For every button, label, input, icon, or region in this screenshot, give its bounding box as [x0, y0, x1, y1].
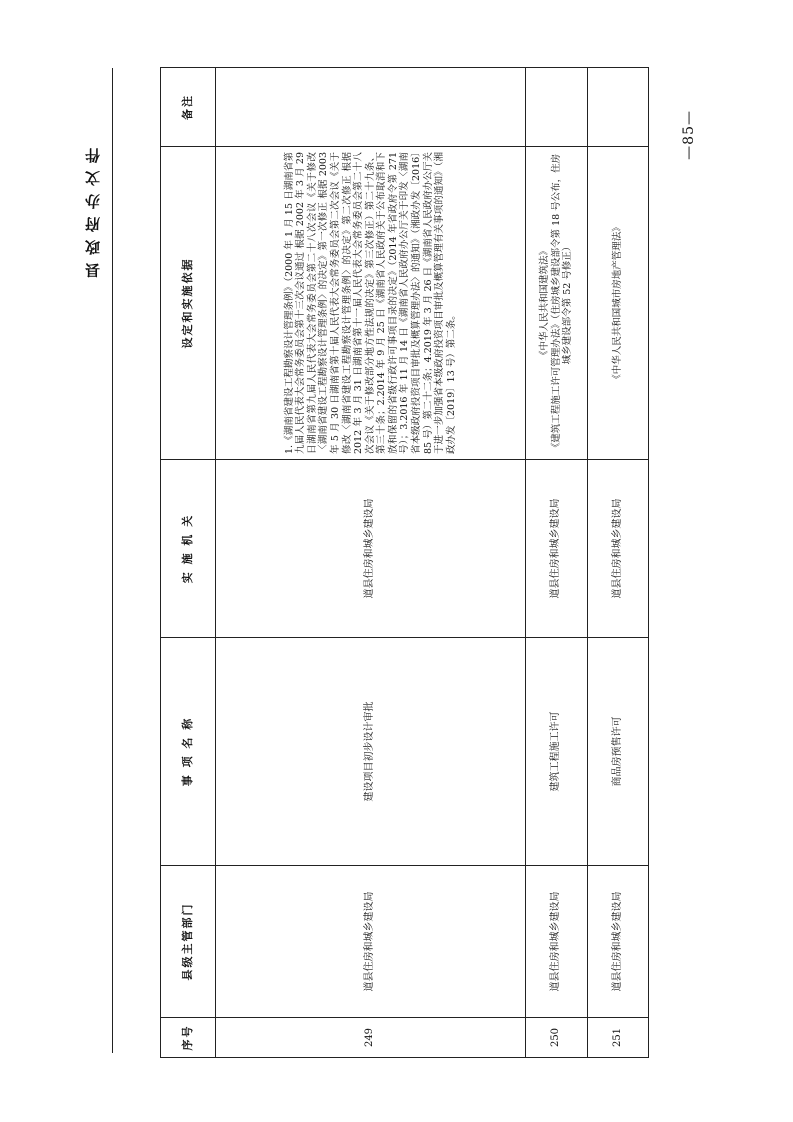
legal-basis-line: 《中华人民共和国建筑法》	[539, 246, 551, 361]
row-implementing-agency: 道县住房和城乡建设局	[588, 460, 649, 638]
row-number: 250	[526, 1018, 588, 1058]
row-item-name: 商品房预售许可	[588, 638, 649, 866]
row-number: 249	[216, 1018, 526, 1058]
table-container	[160, 68, 648, 1058]
row-legal-basis: 《中华人民共和国城市房地产管理法》	[588, 147, 649, 460]
row-number: 251	[588, 1018, 649, 1058]
row-department: 道县住房和城乡建设局	[526, 866, 588, 1018]
row-department: 道县住房和城乡建设局	[588, 866, 649, 1018]
col-header-number: 序号	[161, 1018, 216, 1058]
approval-items-table	[160, 67, 649, 1058]
row-legal-basis	[526, 147, 588, 460]
row-legal-basis: 1.《湖南省建设工程勘察设计管理条例》（2000 年 1 月 15 日湖南省第九届人民代表大会常务委员会第十三次会议通过 根据 2002 年 3 月 29 日湖南省第九届人民代表大会常务委员会第二十八次会议《关于修改〈湖南省建设工程勘察设计管理条例〉的决定》第一次修正 根据 2003 年 5 月 30 日湖南省第十届人民代表大会常务委员会第二次会议《关于修改〈湖南省建设工程勘察设计管理条例〉的决定》第二次修正 根据 2012 年 3 月 31 日湖南省第十一届人民代表大会常务委员会第二十八次会议《关于修改部分地方性法规的决定》第三次修正）第二十九条、第三十条；2.2014 年 9 月 25 日《湖南省人民政府关于公布取消和下放和保留的省级行政许可事项目录的决定》（2014 年省政府令第 271 号）；3.2016 年 11 月 14 日《湖南省人民政府办公厅关于印发〈湖南省本级政府投资项目审批及概算管理办法〉的通知》（湘政办发〔2016〕85 号）第二十二条；4.2019 年 3 月 26 日《湖南省人民政府办公厅关于进一步加强省本级政府投资项目审批及概算管理有关事项的通知》（湘政办发〔2019〕13 号）第二条。	[216, 147, 526, 460]
row-implementing-agency: 道县住房和城乡建设局	[526, 460, 588, 638]
col-header-implementing-agency: 实 施 机 关	[161, 460, 216, 638]
document-header-title: 县政府办文件	[84, 140, 102, 278]
row-item-name: 建筑工程施工许可	[526, 638, 588, 866]
col-header-legal-basis: 设定和实施依据	[161, 147, 216, 460]
table-row	[526, 68, 588, 1058]
header-rule	[112, 68, 113, 1053]
table-row	[216, 68, 526, 1058]
row-item-name: 建设项目初步设计审批	[216, 638, 526, 866]
col-header-item-name: 事 项 名 称	[161, 638, 216, 866]
row-department: 道县住房和城乡建设局	[216, 866, 526, 1018]
row-remarks	[588, 68, 649, 147]
page-number: —85—	[681, 110, 697, 160]
row-remarks	[216, 68, 526, 147]
row-implementing-agency: 道县住房和城乡建设局	[216, 460, 526, 638]
col-header-department: 县级主管部门	[161, 866, 216, 1018]
rotated-table-frame	[160, 68, 648, 1058]
row-remarks	[526, 68, 588, 147]
col-header-remarks: 备注	[161, 68, 216, 147]
table-header-row	[161, 68, 216, 1058]
table-row	[588, 68, 649, 1058]
legal-basis-line: 《建筑工程施工许可管理办法》（住房城乡建设部令第 18 号公布，住房城乡建设部令第 52 号修正）	[550, 153, 574, 453]
